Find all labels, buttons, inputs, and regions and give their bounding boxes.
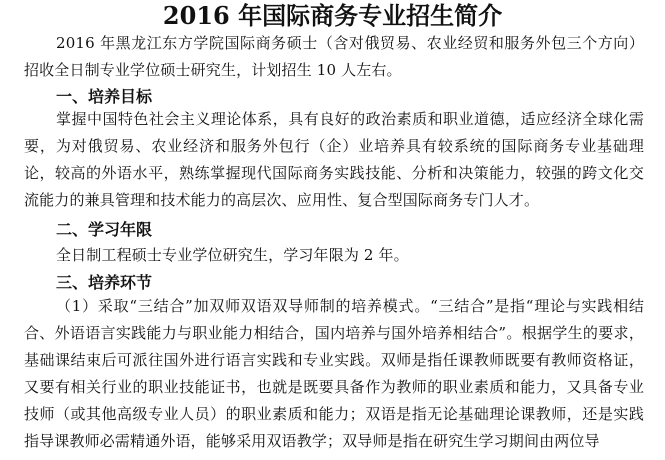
document-title: 2016 年国际商务专业招生简介 <box>162 1 503 30</box>
intro-paragraph: 2016 年黑龙江东方学院国际商务硕士（含对俄贸易、农业经贸和服务外包三个方向）招收全日制专业学位硕士研究生，计划招生 10 人左右。 <box>24 34 644 79</box>
section-body-training: （1）采取“三结合”加双师双语双导师制的培养模式。“三结合”是指“理论与实践相结合、外语语言实践能力与职业能力相结合，国内培养与国外培养相结合”。根据学生的要求，基础课结束后可派往国外进行语言实践和专业实践。双师是指任课教师既要有教师资格证，又要有相关行业的职业技能证书，也就是既要具备作为教师的职业素质和能力，又具备专业技师（或其他高级专业人员）的职业素质和能力；双语是指无论基础理论课教师，还是实践指导课教师必需精通外语，能够采用双语教学；双导师是指在研究生学习期间由两位导 <box>24 297 644 450</box>
section-heading-duration: 二、学习年限 <box>56 220 153 239</box>
section-heading-objectives: 一、培养目标 <box>56 87 153 106</box>
section-heading-training: 三、培养环节 <box>56 273 153 292</box>
section-body-objectives: 掌握中国特色社会主义理论体系，具有良好的政治素质和职业道德，适应经济全球化需要，为对俄贸易、农业经济和服务外包行（企）业培养具有较系统的国际商务专业基础理论，较高的外语水平，熟练掌握现代国际商务实践技能、分析和决策能力，较强的跨文化交流能力的兼具管理和技术能力的高层次、应用性、复合型国际商务专门人才。 <box>24 110 644 209</box>
section-body-duration: 全日制工程硕士专业学位研究生，学习年限为 2 年。 <box>56 246 409 264</box>
